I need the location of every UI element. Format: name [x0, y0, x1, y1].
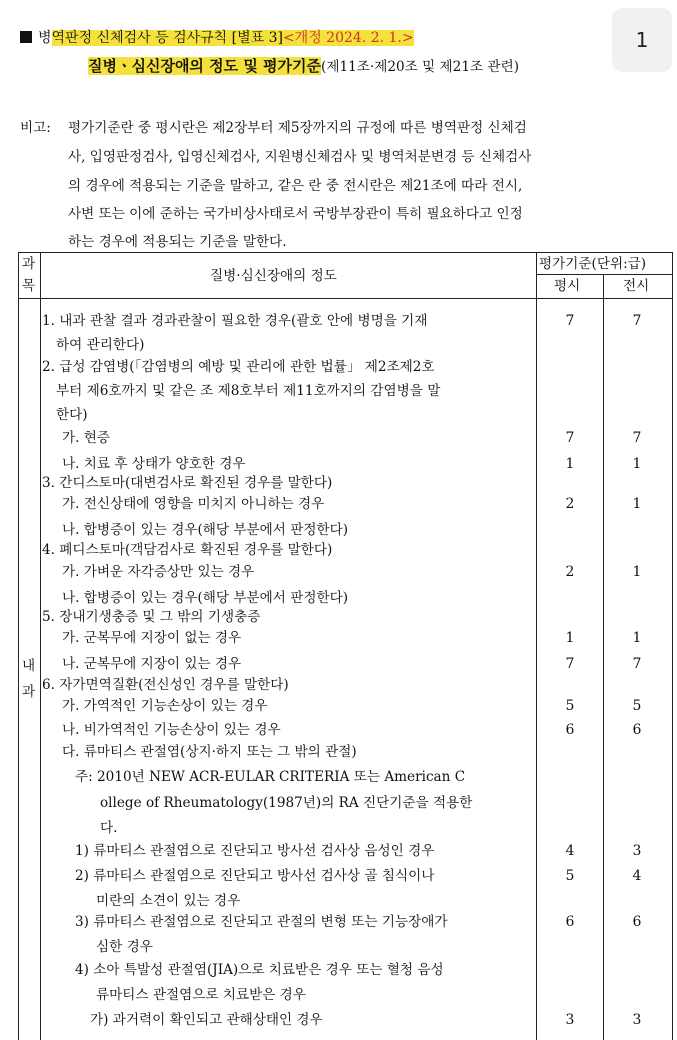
war-grade: 5 [632, 698, 642, 714]
table-left-border [18, 252, 19, 1040]
criteria-column-divider [536, 252, 537, 1040]
peace-grade: 1 [565, 456, 575, 472]
war-grade: 1 [632, 456, 642, 472]
subject-column-divider [40, 252, 41, 1040]
peace-grade: 2 [565, 496, 575, 512]
table-top-border [18, 252, 672, 253]
table-row: 나. 합병증이 있는 경우(해당 부분에서 판정한다) [62, 590, 349, 606]
peace-grade: 1 [565, 630, 575, 646]
header-criteria: 평가기준(단위:급) [539, 256, 647, 272]
peace-grade: 7 [565, 656, 575, 672]
table-row: 주: 2010년 NEW ACR-EULAR CRITERIA 또는 American C [75, 769, 466, 785]
title-prefix: 병 [38, 30, 52, 46]
note-line: 사변 또는 이에 준하는 국가비상사태로서 국방부장관이 특히 필요하다고 인정 [68, 206, 523, 222]
table-row: 한다) [56, 407, 88, 423]
war-grade: 1 [632, 496, 642, 512]
table-row: 류마티스 관절염으로 치료받은 경우 [96, 987, 306, 1003]
subtitle-ref: (제11조·제20조 및 제21조 관련) [321, 59, 519, 75]
table-row: 부터 제6호까지 및 같은 조 제8호부터 제11호까지의 감염병을 말 [56, 383, 441, 399]
peace-grade: 2 [565, 564, 575, 580]
peace-grade: 7 [565, 313, 575, 329]
note-line: 평가기준란 중 평시란은 제2장부터 제5장까지의 규정에 따른 병역판정 신체검 [68, 120, 527, 136]
table-row: ollege of Rheumatology(1987년)의 RA 진단기준을 적용한 [100, 795, 473, 811]
criteria-subheader-divider [536, 274, 672, 275]
peace-war-divider [603, 274, 604, 1040]
table-row: 가. 전신상태에 영향을 미치지 아니하는 경우 [62, 496, 325, 512]
header-subject-2: 목 [22, 278, 36, 294]
table-row: 3) 류마티스 관절염으로 진단되고 관절의 변형 또는 기능장애가 [75, 914, 448, 930]
table-row: 5. 장내기생충증 및 그 밖의 기생충증 [42, 609, 261, 625]
subtitle-main: 질병ㆍ심신장애의 정도 및 평가기준 [88, 57, 322, 75]
table-row: 나. 치료 후 상태가 양호한 경우 [62, 456, 246, 472]
table-row: 나. 군복무에 지장이 있는 경우 [62, 656, 242, 672]
table-row: 1. 내과 관찰 결과 경과관찰이 필요한 경우(괄호 안에 병명을 기재 [42, 313, 428, 329]
table-row: 가. 가벼운 자각증상만 있는 경우 [62, 564, 255, 580]
subject-label-2: 과 [22, 684, 36, 700]
table-row: 하여 관리한다) [56, 337, 145, 353]
table-row: 다. 류마티스 관절염(상지·하지 또는 그 밖의 관절) [62, 744, 357, 760]
war-grade: 7 [632, 313, 642, 329]
table-row: 3. 간디스토마(대변검사로 확진된 경우를 말한다) [42, 475, 333, 491]
peace-grade: 4 [565, 843, 575, 859]
header-peace: 평시 [554, 278, 581, 294]
war-grade: 6 [632, 914, 642, 930]
war-grade: 6 [632, 722, 642, 738]
table-row: 4. 폐디스토마(객담검사로 확진된 경우를 말한다) [42, 542, 333, 558]
table-row: 가. 군복무에 지장이 없는 경우 [62, 630, 242, 646]
table-row: 가. 가역적인 기능손상이 있는 경우 [62, 698, 268, 714]
peace-grade: 5 [565, 698, 575, 714]
document-title [20, 30, 414, 46]
header-condition: 질병·심신장애의 정도 [210, 268, 337, 284]
table-header-bottom-border [18, 298, 672, 299]
page-number-badge: 1 [612, 8, 672, 72]
war-grade: 3 [632, 843, 642, 859]
war-grade: 1 [632, 564, 642, 580]
table-row: 2. 급성 감염병(「감염병의 예방 및 관리에 관한 법률」 제2조제2호 [42, 359, 435, 375]
table-row: 6. 자가면역질환(전신성인 경우를 말한다) [42, 677, 289, 693]
table-row: 가. 현증 [62, 430, 111, 446]
header-war: 전시 [623, 278, 650, 294]
table-row: 미란의 소견이 있는 경우 [96, 893, 241, 909]
title-highlight: 역판정 신체검사 등 검사규칙 [별표 3] [51, 30, 283, 46]
war-grade: 7 [632, 430, 642, 446]
war-grade: 4 [632, 868, 642, 884]
revision-date: <개정 2024. 2. 1.> [282, 30, 414, 46]
subject-label-1: 내 [22, 658, 36, 674]
peace-grade: 3 [565, 1012, 575, 1028]
document-subtitle [88, 58, 519, 75]
peace-grade: 7 [565, 430, 575, 446]
war-grade: 7 [632, 656, 642, 672]
table-row: 나. 비가역적인 기능손상이 있는 경우 [62, 722, 281, 738]
table-row: 1) 류마티스 관절염으로 진단되고 방사선 검사상 음성인 경우 [75, 843, 435, 859]
note-line: 하는 경우에 적용되는 기준을 말한다. [68, 234, 287, 250]
note-line: 의 경우에 적용되는 기준을 말하고, 같은 란 중 전시란은 제21조에 따라 전시, [68, 178, 523, 194]
table-row: 가) 과거력이 확인되고 관해상태인 경우 [90, 1012, 323, 1028]
peace-grade: 6 [565, 722, 575, 738]
table-row: 나. 합병증이 있는 경우(해당 부분에서 판정한다) [62, 522, 349, 538]
header-subject-1: 과 [22, 256, 36, 272]
table-row: 2) 류마티스 관절염으로 진단되고 방사선 검사상 골 침식이나 [75, 868, 435, 884]
war-grade: 3 [632, 1012, 642, 1028]
peace-grade: 6 [565, 914, 575, 930]
peace-grade: 5 [565, 868, 575, 884]
note-line: 사, 입영판정검사, 입영신체검사, 지원병신체검사 및 병역처분변경 등 신체검사 [68, 149, 532, 165]
table-right-border [672, 252, 673, 1040]
table-row: 심한 경우 [96, 939, 153, 955]
square-bullet-icon [20, 31, 32, 43]
table-row: 4) 소아 특발성 관절염(JIA)으로 치료받은 경우 또는 혈청 음성 [75, 962, 444, 978]
table-row: 다. [100, 820, 118, 836]
note-label: 비고: [20, 120, 51, 136]
war-grade: 1 [632, 630, 642, 646]
